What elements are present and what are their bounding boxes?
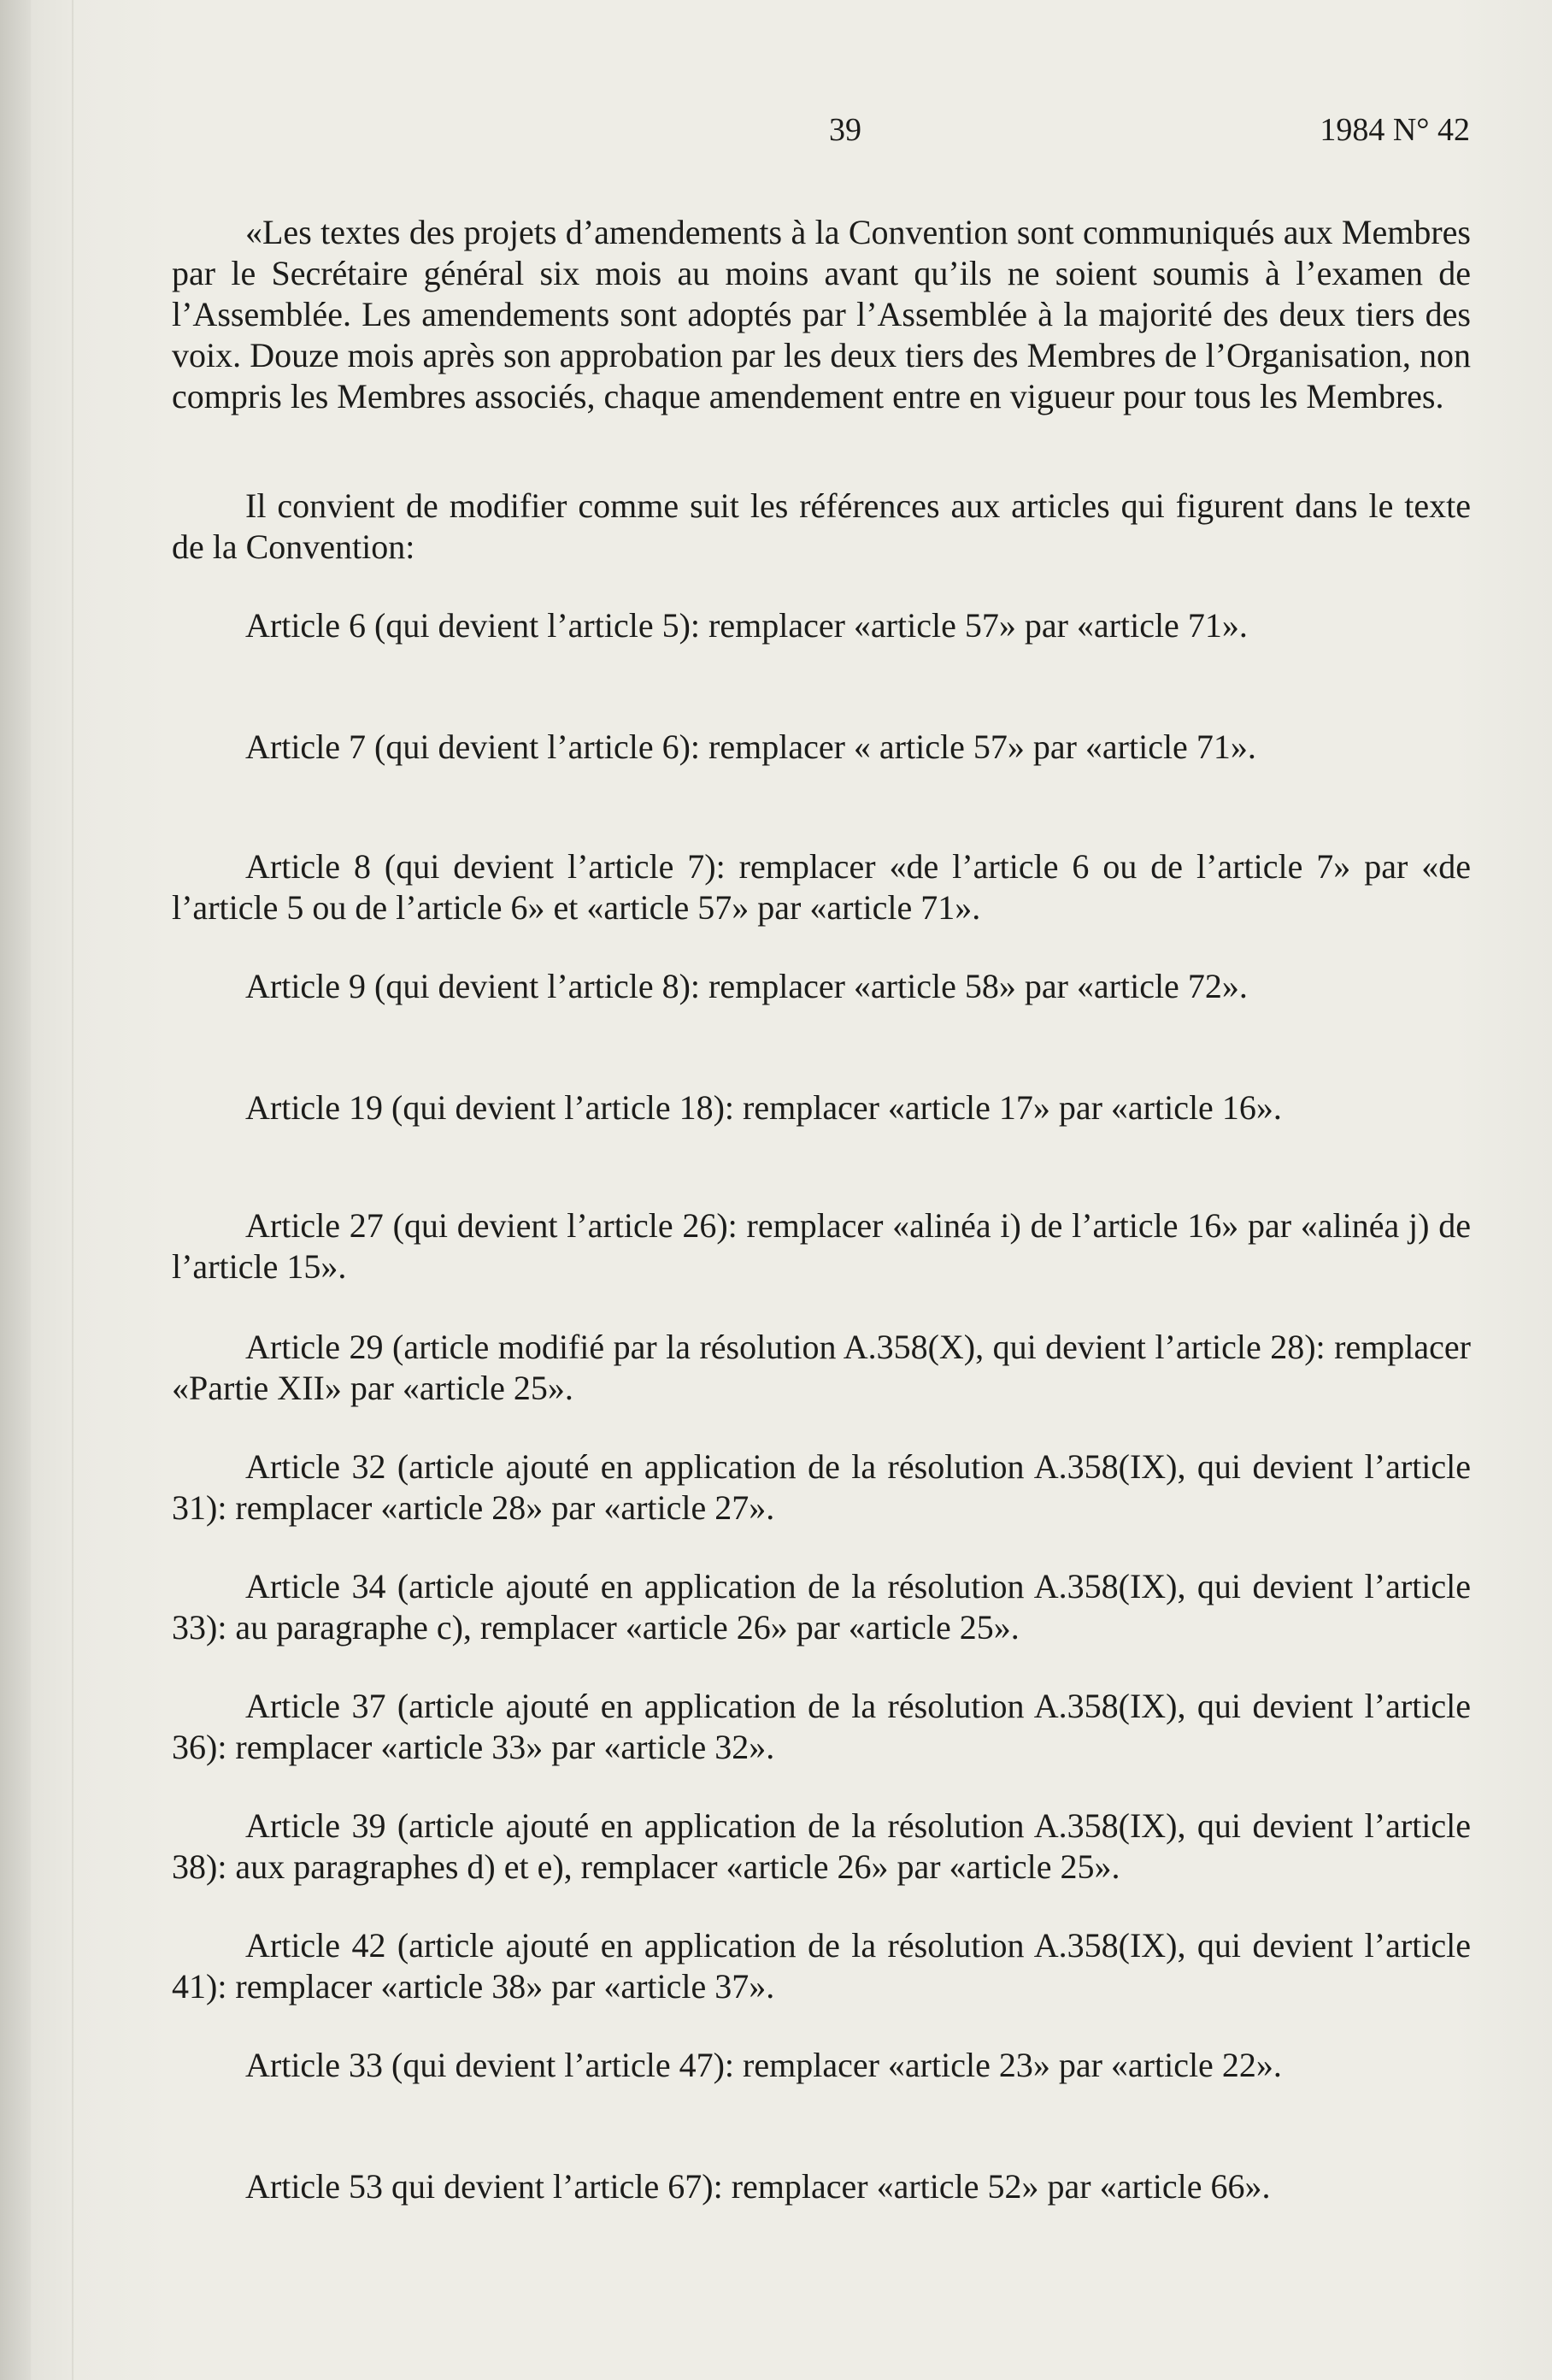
paragraph-article-7: Article 7 (qui devient l’article 6): remplacer « article 57» par «article 71».	[245, 728, 1256, 766]
paragraph-references-intro: Il convient de modifier comme suit les références aux articles qui figurent dans le texte de la Convention:	[172, 486, 1471, 566]
page-binding-edge	[0, 0, 31, 2380]
paragraph-article-42: Article 42 (article ajouté en application de la résolution A.358(IX), qui devient l’article 41): remplacer «article 38» par «article 37».	[172, 1926, 1471, 2006]
paragraph-article-19: Article 19 (qui devient l’article 18): remplacer «article 17» par «article 16».	[245, 1088, 1282, 1127]
paragraph-article-32: Article 32 (article ajouté en application de la résolution A.358(IX), qui devient l’article 31): remplacer «article 28» par «article 27».	[172, 1447, 1471, 1527]
paragraph-article-6: Article 6 (qui devient l’article 5): remplacer «article 57» par «article 71».	[245, 606, 1248, 645]
paragraph-article-39: Article 39 (article ajouté en application de la résolution A.358(IX), qui devient l’article 38): aux paragraphes d) et e), remplacer «article 26» par «article 25».	[172, 1806, 1471, 1886]
paragraph-article-37: Article 37 (article ajouté en application de la résolution A.358(IX), qui devient l’article 36): remplacer «article 33» par «article 32».	[172, 1687, 1471, 1766]
paragraph-article-29: Article 29 (article modifié par la résolution A.358(X), qui devient l’article 28): remplacer «Partie XII» par «article 25».	[172, 1328, 1471, 1407]
paragraph-article-33: Article 33 (qui devient l’article 47): remplacer «article 23» par «article 22».	[245, 2046, 1282, 2084]
document-reference: 1984 N° 42	[1320, 112, 1470, 148]
page-fold-line	[72, 0, 73, 2380]
paragraph-article-8: Article 8 (qui devient l’article 7): remplacer «de l’article 6 ou de l’article 7» par «de l’article 5 ou de l’article 6» et «article 57» par «article 71».	[172, 847, 1471, 927]
paragraph-article-27: Article 27 (qui devient l’article 26): remplacer «alinéa i) de l’article 16» par «alinéa j) de l’article 15».	[172, 1206, 1471, 1286]
page-number: 39	[829, 112, 861, 148]
paragraph-article-34: Article 34 (article ajouté en application de la résolution A.358(IX), qui devient l’article 33): au paragraphe c), remplacer «article 26» par «article 25».	[172, 1567, 1471, 1647]
paragraph-amendment-procedure: «Les textes des projets d’amendements à la Convention sont communiqués aux Membres par le Secrétaire général six mois au moins avant qu’ils ne soient soumis à l’examen de l’Assemblée. Les amendements sont adoptés par l’Assemblée à la majorité des deux tiers des voix. Douze mois après son approbation par les deux tiers des Membres de l’Organisation, non compris les Membres associés, chaque amendement entre en vigueur pour tous les Membres.	[172, 213, 1471, 415]
page-header	[0, 111, 1552, 154]
paragraph-article-9: Article 9 (qui devient l’article 8): remplacer «article 58» par «article 72».	[245, 967, 1248, 1005]
paragraph-article-53: Article 53 qui devient l’article 67): remplacer «article 52» par «article 66».	[245, 2167, 1271, 2206]
